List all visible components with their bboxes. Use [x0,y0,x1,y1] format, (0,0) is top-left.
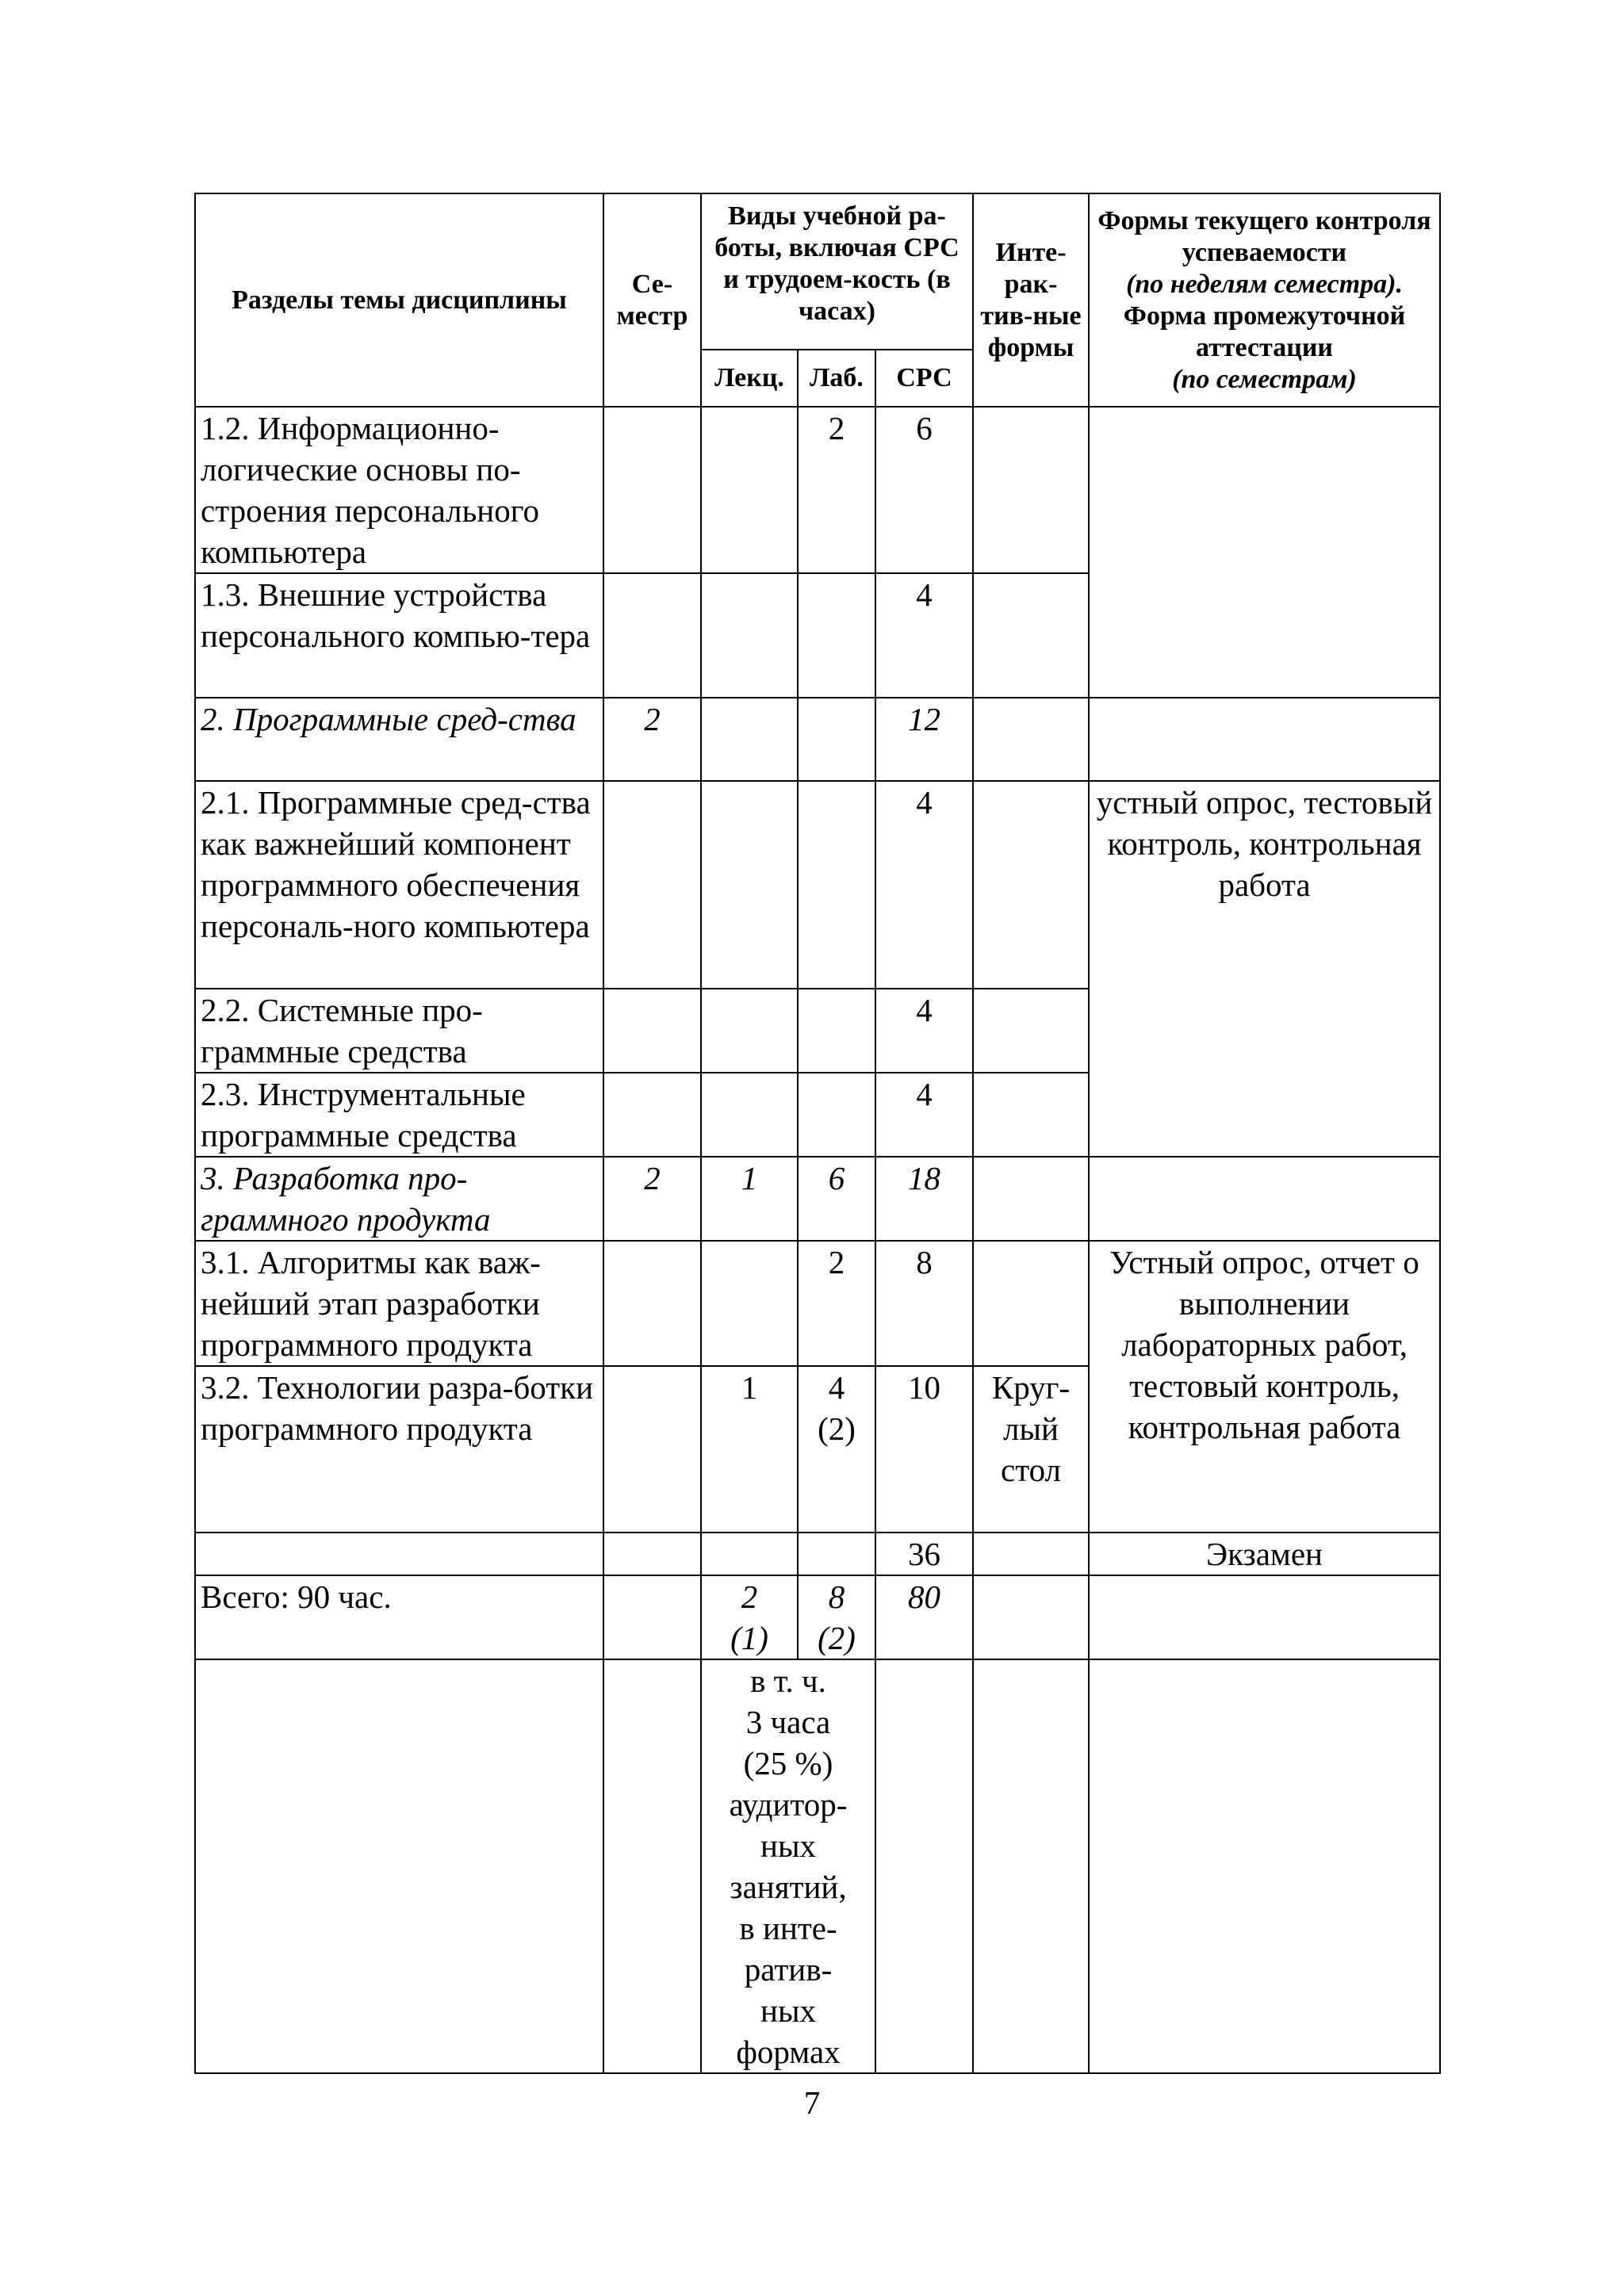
lab-interactive-value: (2) [818,1410,856,1447]
total-label: Всего: 90 час. [195,1575,603,1659]
lect-cell: 1 [701,1366,798,1533]
section-name: 1.2. Информационно-логические основы по-строения персонального компьютера [195,407,603,573]
interactive-cell [973,407,1089,573]
table-row-exam [195,1533,1440,1575]
table-row-section [195,1157,1440,1241]
srs-cell: 4 [875,781,973,989]
semester-cell [603,1659,701,2073]
srs-cell: 10 [875,1366,973,1533]
control-cell [1089,698,1440,781]
semester-cell [603,1575,701,1659]
header-interactive: Инте-рак-тив-ные формы [973,193,1089,407]
section-name: 1.3. Внешние устройства персонального компью-тера [195,573,603,698]
semester-cell [603,1073,701,1157]
lab-cell [798,1073,875,1157]
interactive-cell: Круг-лый стол [973,1366,1089,1533]
interactive-cell [973,1241,1089,1366]
interactive-cell [973,698,1089,781]
lect-cell [701,989,798,1073]
lab-cell [798,781,875,989]
lab-cell: 2 [798,1241,875,1366]
srs-cell: 12 [875,698,973,781]
lect-cell [701,1241,798,1366]
semester-cell [603,573,701,698]
lab-cell [798,1533,875,1575]
header-control-line4: (по семестрам) [1172,364,1357,394]
note-line: (25 %) [743,1745,833,1781]
interactive-cell [973,1575,1089,1659]
control-cell [1089,1659,1440,2073]
interactive-cell [973,989,1089,1073]
interactive-cell [973,1659,1089,2073]
lect-cell [701,407,798,573]
lab-cell [798,698,875,781]
lab-cell [798,1366,875,1533]
interactive-cell [973,1533,1089,1575]
lab-cell: 2 [798,407,875,573]
header-row-1 [195,193,1440,350]
lect-cell [701,781,798,989]
header-control-line3: Форма промежуточной аттестации [1123,300,1406,362]
semester-cell [603,1241,701,1366]
control-cell-group1 [1089,407,1440,698]
curriculum-table [194,193,1441,2074]
control-cell-exam: Экзамен [1089,1533,1440,1575]
note-line: в т. ч. [750,1663,826,1699]
header-lab: Лаб. [798,350,875,407]
srs-cell: 18 [875,1157,973,1241]
control-cell-group3: Устный опрос, отчет о выполнении лабораторных работ, тестовый контроль, контрольная работа [1089,1241,1440,1533]
semester-cell [603,1533,701,1575]
header-srs: СРС [875,350,973,407]
header-control [1089,193,1440,407]
semester-cell [603,1366,701,1533]
total-lab-cell [798,1575,875,1659]
semester-cell [603,407,701,573]
header-control-line1: Формы текущего контроля успеваемости [1097,205,1431,267]
interactive-cell [973,1157,1089,1241]
total-lab-value: 8 [828,1578,845,1615]
interactive-hours-note [701,1659,875,2073]
section-name: 3. Разработка про-граммного продукта [195,1157,603,1241]
total-srs-cell: 80 [875,1575,973,1659]
srs-cell: 8 [875,1241,973,1366]
note-line: 3 часа [745,1704,831,1740]
total-lect-cell [701,1575,798,1659]
semester-cell [603,989,701,1073]
note-line: ных [760,1827,816,1864]
header-semester: Се-местр [603,193,701,407]
interactive-cell [973,1073,1089,1157]
table-row-total [195,1575,1440,1659]
srs-cell: 4 [875,573,973,698]
lect-cell [701,698,798,781]
srs-cell: 36 [875,1533,973,1575]
table-row [195,1241,1440,1366]
total-lab-interactive: (2) [818,1620,856,1656]
section-name [195,1659,603,2073]
lect-cell [701,1533,798,1575]
page-number: 7 [803,2084,821,2121]
semester-cell [603,781,701,989]
control-cell [1089,1575,1440,1659]
section-name: 2.2. Системные про-граммные средства [195,989,603,1073]
interactive-cell [973,781,1089,989]
control-cell [1089,1157,1440,1241]
total-lect-value: 2 [741,1578,758,1615]
note-line: формах [736,2034,841,2070]
lect-cell [701,1073,798,1157]
header-control-line2: (по неделям семестра). [1126,269,1403,299]
srs-cell [875,1659,973,2073]
note-line: занятий, [730,1869,847,1905]
note-line: аудитор- [729,1786,848,1823]
section-name [195,1533,603,1575]
table-row [195,781,1440,989]
section-name: 3.1. Алгоритмы как важ-нейший этап разработки программного продукта [195,1241,603,1366]
semester-cell: 2 [603,698,701,781]
note-line: ратив- [744,1951,833,1988]
section-name: 3.2. Технологии разра-ботки программного продукта [195,1366,603,1533]
header-sections: Разделы темы дисциплины [195,193,603,407]
lect-cell: 1 [701,1157,798,1241]
section-name: 2.3. Инструментальные программные средства [195,1073,603,1157]
total-lect-interactive: (1) [730,1620,768,1656]
table-row-note [195,1659,1440,2073]
lab-value: 4 [828,1369,845,1406]
note-line: ных [760,1992,816,2029]
interactive-cell [973,573,1089,698]
section-name: 2. Программные сред-ства [195,698,603,781]
header-lect: Лекц. [701,350,798,407]
srs-cell: 4 [875,989,973,1073]
srs-cell: 6 [875,407,973,573]
table-row-section [195,698,1440,781]
srs-cell: 4 [875,1073,973,1157]
header-work-types: Виды учебной ра-боты, включая СРС и трудоем-кость (в часах) [701,193,973,350]
section-name: 2.1. Программные сред-ства как важнейший компонент программного обеспечения персональ-ного компьютера [195,781,603,989]
lab-cell [798,989,875,1073]
semester-cell: 2 [603,1157,701,1241]
lab-cell [798,573,875,698]
lab-cell: 6 [798,1157,875,1241]
note-line: в инте- [739,1910,837,1946]
lect-cell [701,573,798,698]
control-cell-group2: устный опрос, тестовый контроль, контрольная работа [1089,781,1440,1157]
table-row [195,407,1440,573]
